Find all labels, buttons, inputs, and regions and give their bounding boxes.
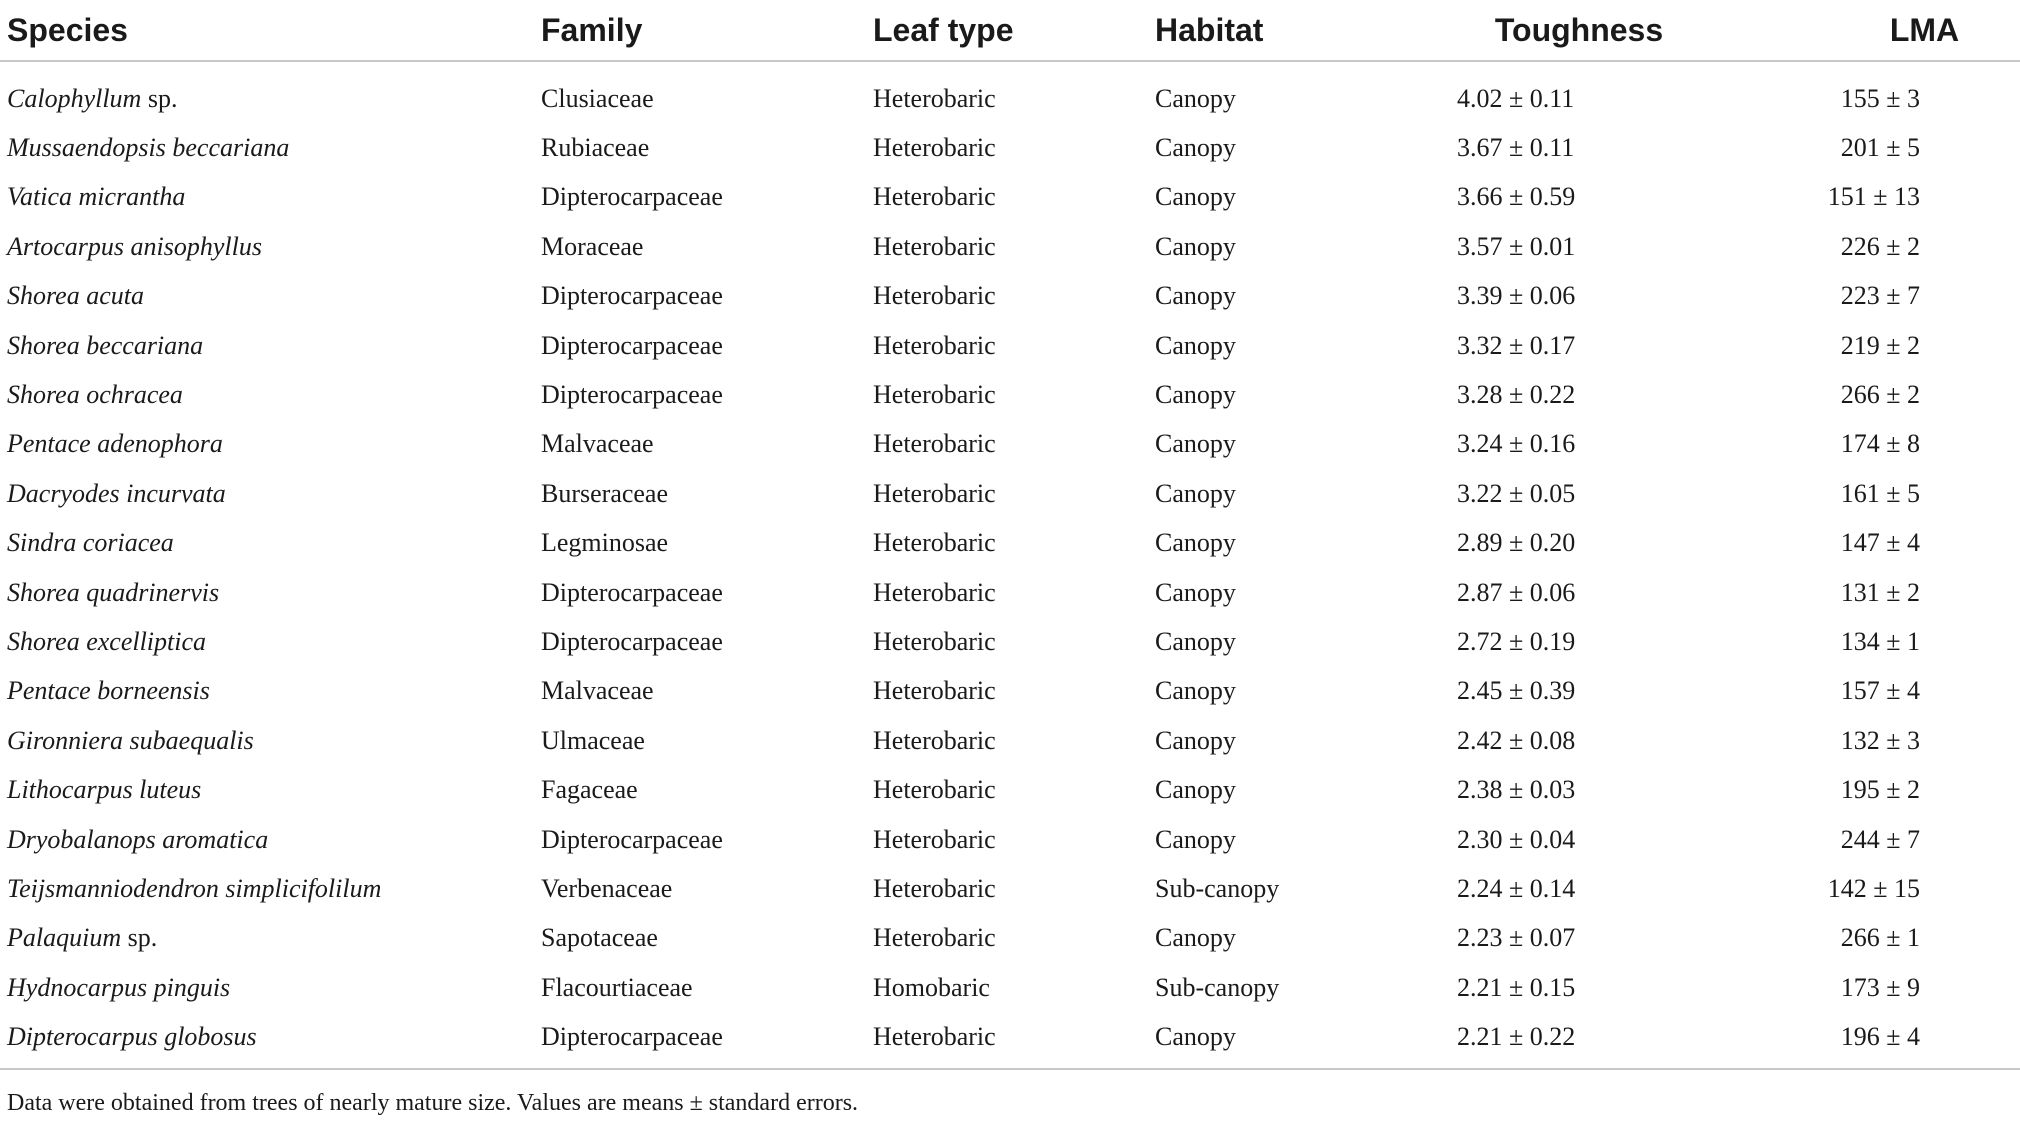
- family-cell: Dipterocarpaceae: [541, 380, 723, 410]
- lma-cell: 151 ± 13: [1827, 182, 1920, 212]
- species-name: Shorea ochracea: [7, 380, 183, 410]
- table-row: [0, 914, 2020, 963]
- toughness-cell: 3.22 ± 0.05: [1457, 478, 1576, 508]
- family-cell: Dipterocarpaceae: [541, 281, 723, 311]
- toughness-cell: 3.66 ± 0.59: [1457, 182, 1576, 212]
- leaf-type-cell: Heterobaric: [873, 478, 996, 508]
- lma-cell: 132 ± 3: [1840, 725, 1920, 755]
- table-row: [0, 716, 2020, 765]
- toughness-cell: 2.42 ± 0.08: [1457, 725, 1576, 755]
- header-habitat: Habitat: [1155, 0, 1419, 61]
- family-cell: Clusiaceae: [541, 83, 654, 113]
- species-name: Artocarpus anisophyllus: [7, 231, 262, 261]
- toughness-cell: 2.21 ± 0.15: [1457, 972, 1576, 1002]
- lma-cell: 223 ± 7: [1840, 281, 1920, 311]
- habitat-cell: Sub-canopy: [1155, 972, 1280, 1002]
- leaf-type-cell: Heterobaric: [873, 330, 996, 360]
- lma-cell: 244 ± 7: [1840, 824, 1920, 854]
- species-cell: [0, 61, 541, 123]
- lma-cell: 219 ± 2: [1840, 330, 1920, 360]
- table-row: [0, 568, 2020, 617]
- leaf-type-cell: Heterobaric: [873, 725, 996, 755]
- leaf-type-cell: Heterobaric: [873, 824, 996, 854]
- species-cell: [0, 765, 541, 814]
- habitat-cell: Canopy: [1155, 1012, 1419, 1068]
- species-name: Palaquium: [7, 923, 122, 953]
- lma-cell: 131 ± 2: [1840, 577, 1920, 607]
- leaf-type-cell: Heterobaric: [873, 528, 996, 558]
- habitat-cell: Canopy: [1155, 83, 1236, 113]
- habitat-cell: Canopy: [1155, 577, 1236, 607]
- leaf-type-cell: Heterobaric: [873, 676, 996, 706]
- species-name: Vatica micrantha: [7, 182, 186, 212]
- species-name: Sindra coriacea: [7, 528, 174, 558]
- family-cell: Dipterocarpaceae: [541, 1012, 873, 1068]
- species-name: Pentace borneensis: [7, 676, 210, 706]
- lma-cell: 147 ± 4: [1840, 528, 1920, 558]
- species-name: Gironniera subaequalis: [7, 725, 254, 755]
- species-cell: [0, 420, 541, 469]
- lma-cell: 155 ± 3: [1840, 83, 1920, 113]
- toughness-cell: 2.89 ± 0.20: [1457, 528, 1576, 558]
- lma-cell: 174 ± 8: [1840, 429, 1920, 459]
- habitat-cell: Canopy: [1155, 725, 1236, 755]
- species-cell: [0, 716, 541, 765]
- header-toughness: Toughness: [1419, 0, 1739, 61]
- toughness-cell: 2.45 ± 0.39: [1457, 676, 1576, 706]
- leaf-type-cell: Heterobaric: [873, 775, 996, 805]
- species-cell: [0, 1012, 541, 1068]
- species-name: Mussaendopsis beccariana: [7, 133, 290, 163]
- toughness-cell: 2.21 ± 0.22: [1419, 1012, 1739, 1068]
- habitat-cell: Canopy: [1155, 775, 1236, 805]
- table-row: [0, 765, 2020, 814]
- species-cell: [0, 667, 541, 716]
- species-name: Lithocarpus luteus: [7, 775, 202, 805]
- family-cell: Malvaceae: [541, 429, 654, 459]
- lma-cell: 266 ± 2: [1840, 380, 1920, 410]
- lma-cell: 196 ± 4: [1739, 1012, 2020, 1068]
- species-suffix: sp.: [121, 923, 158, 953]
- table-row: [0, 123, 2020, 172]
- species-name: Shorea quadrinervis: [7, 577, 220, 607]
- toughness-cell: 2.38 ± 0.03: [1457, 775, 1576, 805]
- table-row: [0, 1012, 2020, 1068]
- family-cell: Burseraceae: [541, 478, 669, 508]
- toughness-cell: 3.39 ± 0.06: [1457, 281, 1576, 311]
- lma-cell: 157 ± 4: [1840, 676, 1920, 706]
- table-row: [0, 173, 2020, 222]
- species-name: Hydnocarpus pinguis: [7, 972, 231, 1002]
- leaf-type-cell: Heterobaric: [873, 182, 996, 212]
- habitat-cell: Canopy: [1155, 528, 1236, 558]
- lma-cell: 173 ± 9: [1840, 972, 1920, 1002]
- species-name: Dacryodes incurvata: [7, 478, 226, 508]
- table-row: [0, 815, 2020, 864]
- family-cell: Dipterocarpaceae: [541, 577, 723, 607]
- species-cell: [0, 963, 541, 1012]
- toughness-cell: 2.72 ± 0.19: [1457, 626, 1576, 656]
- table-row: [0, 469, 2020, 518]
- species-name: Calophyllum: [7, 83, 142, 113]
- lma-cell: 266 ± 1: [1840, 923, 1920, 953]
- family-cell: Legminosae: [541, 528, 669, 558]
- header-leaf-type: Leaf type: [873, 0, 1155, 61]
- habitat-cell: Canopy: [1155, 380, 1236, 410]
- family-cell: Dipterocarpaceae: [541, 626, 723, 656]
- leaf-type-cell: Homobaric: [873, 972, 990, 1002]
- species-cell: [0, 370, 541, 419]
- family-cell: Ulmaceae: [541, 725, 645, 755]
- species-cell: [0, 815, 541, 864]
- species-cell: [0, 173, 541, 222]
- species-name: Dipterocarpus globosus: [7, 1022, 257, 1052]
- family-cell: Verbenaceae: [541, 873, 673, 903]
- habitat-cell: Canopy: [1155, 824, 1236, 854]
- species-cell: [0, 123, 541, 172]
- family-cell: Rubiaceae: [541, 133, 650, 163]
- header-row: [0, 0, 2020, 61]
- leaf-type-cell: Heterobaric: [873, 133, 996, 163]
- table-row: [0, 420, 2020, 469]
- species-suffix: sp.: [141, 83, 178, 113]
- table-footnote: Data were obtained from trees of nearly mature size. Values are means ± standard errors.: [7, 1090, 859, 1116]
- habitat-cell: Canopy: [1155, 676, 1236, 706]
- habitat-cell: Canopy: [1155, 626, 1236, 656]
- toughness-cell: 3.32 ± 0.17: [1457, 330, 1576, 360]
- species-name: Pentace adenophora: [7, 429, 223, 459]
- family-cell: Flacourtiaceae: [541, 972, 693, 1002]
- table-row: [0, 519, 2020, 568]
- table-row: [0, 321, 2020, 370]
- header-lma: LMA: [1739, 0, 2020, 61]
- leaf-type-cell: Heterobaric: [873, 281, 996, 311]
- table-row: [0, 617, 2020, 666]
- toughness-cell: 4.02 ± 0.11: [1457, 83, 1575, 113]
- table-row: [0, 61, 2020, 123]
- toughness-cell: 2.23 ± 0.07: [1457, 923, 1576, 953]
- family-cell: Malvaceae: [541, 676, 654, 706]
- species-name: Shorea acuta: [7, 281, 144, 311]
- leaf-type-cell: Heterobaric: [873, 923, 996, 953]
- habitat-cell: Canopy: [1155, 231, 1236, 261]
- lma-cell: 201 ± 5: [1840, 133, 1920, 163]
- habitat-cell: Canopy: [1155, 182, 1236, 212]
- family-cell: Sapotaceae: [541, 923, 658, 953]
- toughness-cell: 2.30 ± 0.04: [1457, 824, 1576, 854]
- lma-cell: 226 ± 2: [1840, 231, 1920, 261]
- leaf-type-cell: Heterobaric: [873, 231, 996, 261]
- toughness-cell: 2.87 ± 0.06: [1457, 577, 1576, 607]
- lma-cell: 195 ± 2: [1840, 775, 1920, 805]
- toughness-cell: 2.24 ± 0.14: [1457, 873, 1576, 903]
- lma-cell: 134 ± 1: [1840, 626, 1920, 656]
- species-cell: [0, 914, 541, 963]
- species-cell: [0, 222, 541, 271]
- habitat-cell: Canopy: [1155, 281, 1236, 311]
- family-cell: Dipterocarpaceae: [541, 824, 723, 854]
- family-cell: Fagaceae: [541, 775, 638, 805]
- lma-cell: 142 ± 15: [1827, 873, 1920, 903]
- leaf-type-cell: Heterobaric: [873, 873, 996, 903]
- species-name: Dryobalanops aromatica: [7, 824, 269, 854]
- species-name: Teijsmanniodendron simplicifolilum: [7, 873, 382, 903]
- leaf-type-cell: Heterobaric: [873, 429, 996, 459]
- header-family: Family: [541, 0, 873, 61]
- species-name: Shorea excelliptica: [7, 626, 207, 656]
- table-body: [0, 61, 2020, 1069]
- habitat-cell: Sub-canopy: [1155, 873, 1280, 903]
- family-cell: Dipterocarpaceae: [541, 330, 723, 360]
- species-cell: [0, 272, 541, 321]
- toughness-cell: 3.28 ± 0.22: [1457, 380, 1576, 410]
- species-cell: [0, 864, 541, 913]
- species-cell: [0, 321, 541, 370]
- table-row: [0, 272, 2020, 321]
- header-species: Species: [0, 0, 541, 61]
- leaf-type-cell: Heterobaric: [873, 577, 996, 607]
- species-cell: [0, 469, 541, 518]
- leaf-type-cell: Heterobaric: [873, 626, 996, 656]
- table-header: [0, 0, 2020, 61]
- species-cell: [0, 568, 541, 617]
- leaf-type-cell: Heterobaric: [873, 1012, 1155, 1068]
- leaf-type-cell: Heterobaric: [873, 83, 996, 113]
- table-row: [0, 667, 2020, 716]
- leaf-type-cell: Heterobaric: [873, 380, 996, 410]
- family-cell: Moraceae: [541, 231, 644, 261]
- table-row: [0, 963, 2020, 1012]
- habitat-cell: Canopy: [1155, 478, 1236, 508]
- habitat-cell: Canopy: [1155, 923, 1236, 953]
- table-row: [0, 222, 2020, 271]
- family-cell: Dipterocarpaceae: [541, 182, 723, 212]
- species-name: Shorea beccariana: [7, 330, 204, 360]
- species-cell: [0, 519, 541, 568]
- species-cell: [0, 617, 541, 666]
- habitat-cell: Canopy: [1155, 330, 1236, 360]
- habitat-cell: Canopy: [1155, 133, 1236, 163]
- toughness-cell: 3.24 ± 0.16: [1457, 429, 1576, 459]
- table-row: [0, 864, 2020, 913]
- table-row: [0, 370, 2020, 419]
- lma-cell: 161 ± 5: [1840, 478, 1920, 508]
- toughness-cell: 3.67 ± 0.11: [1457, 133, 1575, 163]
- toughness-cell: 3.57 ± 0.01: [1457, 231, 1576, 261]
- habitat-cell: Canopy: [1155, 429, 1236, 459]
